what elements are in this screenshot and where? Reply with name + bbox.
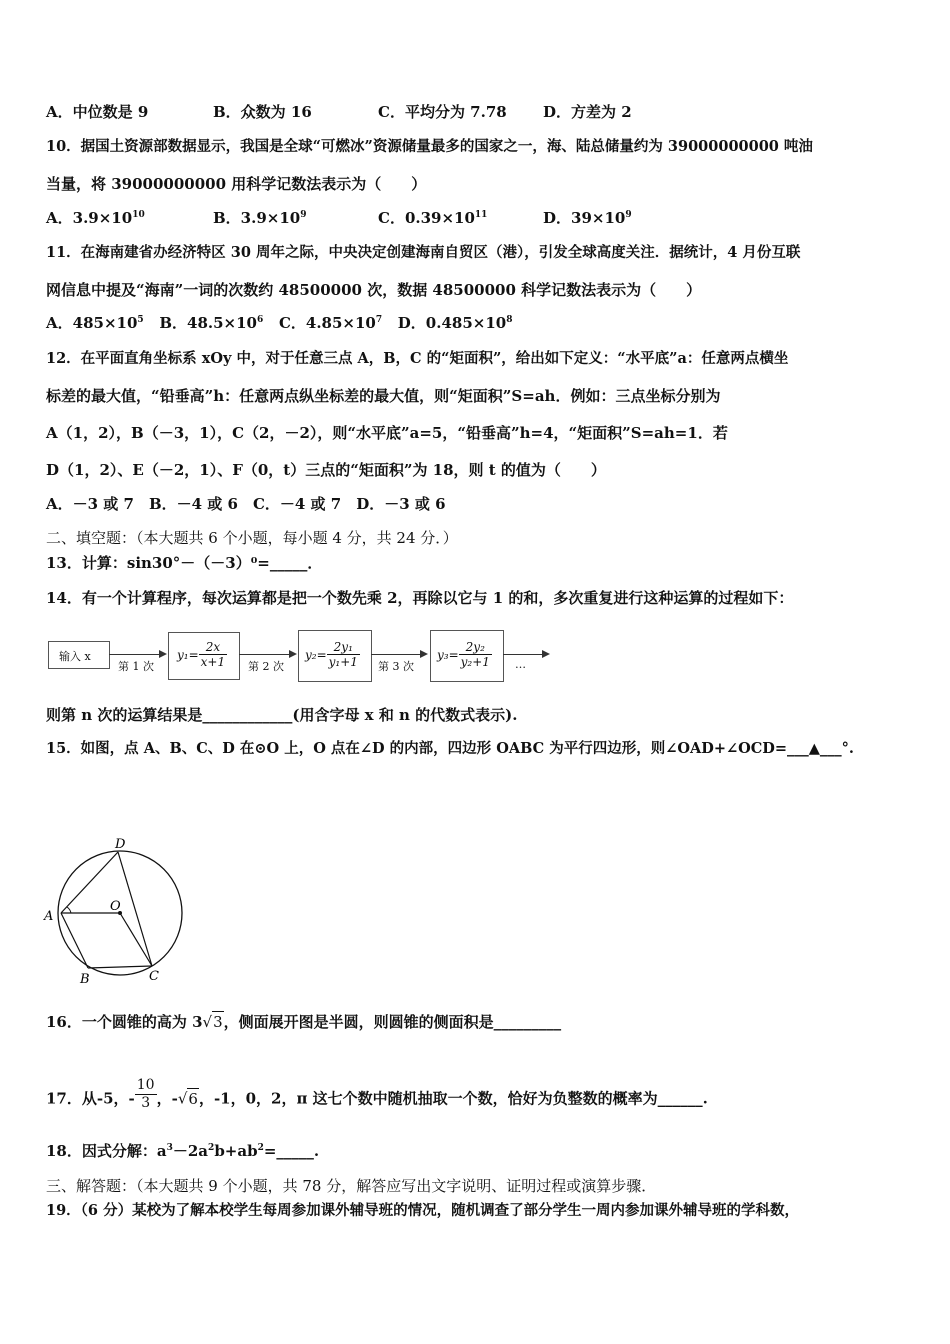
q9-option-a: A．中位数是 9: [46, 103, 149, 121]
q10-a-exp: 10: [132, 210, 145, 220]
q10-c-base: C．0.39×10: [378, 209, 475, 227]
q17: 17．从-5，- $\frac{10}{3}$ ，-√6，-1，0，2，π 这七个数中随机抽取一个数，恰好为负整数的概率为______.: [46, 1077, 708, 1111]
q10-line2: 当量，将 39000000000 用科学记数法表示为（ ）: [46, 175, 427, 193]
y3-den: y₂+1: [460, 655, 490, 669]
q10-option-d: [543, 208, 632, 228]
q11-a-exp: 5: [137, 315, 144, 325]
q11-line2: 网信息中提及“海南”一词的次数约 48500000 次，数据 48500000 科学记数法表示为（ ）: [46, 281, 702, 299]
arrow-1: [109, 654, 159, 655]
q11-c-exp: 7: [375, 315, 383, 325]
section3-heading: 三、解答题：（本大题共 9 个小题，共 78 分，解答应写出文字说明、证明过程或演算步骤．: [46, 1177, 657, 1195]
q18-pre: 18．因式分解：a: [46, 1142, 167, 1160]
q9-option-b: B．众数为 16: [213, 103, 312, 121]
y3-lhs: y₃=: [437, 648, 459, 662]
input-label: 输入 x: [59, 650, 91, 663]
q10-d-base: D．39×10: [543, 209, 626, 227]
section2-heading: 二、填空题：（本大题共 6 个小题，每小题 4 分，共 24 分．）: [46, 529, 458, 547]
q17-post: ，-1，0，2，π 这七个数中随机抽取一个数，恰好为负整数的概率为______.: [198, 1089, 708, 1108]
input-box: [48, 641, 110, 669]
q11-a-base: A．485×10: [46, 314, 138, 332]
q16-pre: 16．一个圆锥的高为 3: [46, 1013, 203, 1031]
step1-label: 第 1 次: [118, 660, 154, 673]
q15-circle-figure: [40, 830, 200, 990]
arrow-3: [371, 654, 420, 655]
q18: [46, 1141, 319, 1161]
y1-den: x+1: [200, 655, 226, 669]
y2-lhs: y₂=: [305, 648, 327, 662]
q9-option-c: C．平均分为 7.78: [378, 103, 507, 121]
q11-b-exp: 6: [257, 315, 264, 325]
arrow-2-head: [289, 650, 297, 658]
q10-c-exp: 11: [474, 210, 488, 220]
q18-mid2: b+ab: [214, 1142, 258, 1160]
y2-den: y₁+1: [328, 655, 358, 669]
label-b: B: [80, 972, 90, 987]
q11-b-base: B．48.5×10: [159, 314, 257, 332]
label-c: C: [149, 969, 159, 984]
y3-box: [430, 630, 504, 682]
label-o: O: [110, 899, 121, 914]
segment-dc: [118, 852, 152, 966]
q13: 13．计算：sin30°－（－3）⁰=_____．: [46, 554, 323, 572]
label-a: A: [44, 909, 54, 924]
q18-mid1: －2a: [172, 1142, 209, 1160]
q16-post: ，侧面展开图是半圆，则圆锥的侧面积是_________: [223, 1013, 562, 1031]
step3-label: 第 3 次: [378, 660, 414, 673]
segment-oc: [120, 913, 152, 966]
q11-options: [46, 313, 512, 333]
q18-exp1: 3: [166, 1143, 173, 1153]
label-d: D: [115, 837, 126, 852]
arrow-3-head: [420, 650, 428, 658]
segment-bc: [88, 966, 152, 968]
q14-answer: 则第 n 次的运算结果是____________(用含字母 x 和 n 的代数式表示).: [46, 706, 518, 724]
q16-radicand: 3: [213, 1013, 223, 1031]
arrow-2: [239, 654, 289, 655]
q12-line2: 标差的最大值，“铅垂高”h：任意两点纵坐标差的最大值，则“矩面积”S=ah．例如：三点坐标分别为: [46, 387, 721, 405]
q12-line3: A（1，2），B（－3，1），C（2，－2），则“水平底”a=5，“铅垂高”h=4，“矩面积”S=ah=1．若: [46, 424, 728, 442]
q14-text: 14．有一个计算程序，每次运算都是把一个数先乘 2，再除以它与 1 的和，多次重复进行这种运算的过程如下：: [46, 589, 794, 607]
q18-exp3: 2: [257, 1143, 264, 1153]
q10-option-b: [213, 208, 306, 228]
q11-line1: 11．在海南建省办经济特区 30 周年之际，中央决定创建海南自贸区（港），引发全球高度关注．据统计，4 月份互联: [46, 244, 801, 261]
q10-a-base: A．3.9×10: [46, 209, 133, 227]
q18-post: =_____.: [263, 1142, 320, 1160]
q9-option-d: D．方差为 2: [543, 103, 632, 121]
angle-mark: [67, 907, 71, 913]
q10-option-a: [46, 208, 145, 228]
ellipsis: …: [515, 658, 526, 671]
q16: 16．一个圆锥的高为 3√3，侧面展开图是半圆，则圆锥的侧面积是_________: [46, 1013, 562, 1031]
q17-frac-num: 10: [136, 1077, 155, 1093]
q17-pre: 17．从-5，-: [46, 1089, 135, 1108]
q19-text: 19．（6 分）某校为了解本校学生每周参加课外辅导班的情况，随机调查了部分学生一周内参加课外辅导班的学科数，: [46, 1202, 800, 1219]
q17-frac-den: 3: [141, 1095, 151, 1111]
step2-label: 第 2 次: [248, 660, 284, 673]
y1-lhs: y₁=: [177, 648, 199, 662]
q12-line1: 12．在平面直角坐标系 xOy 中，对于任意三点 A，B，C 的“矩面积”，给出如下定义：“水平底”a：任意两点横坐: [46, 350, 789, 367]
q10-option-c: [378, 208, 487, 228]
arrow-4-head: [542, 650, 550, 658]
q17-radicand: 6: [188, 1089, 198, 1108]
y2-box: [298, 630, 372, 682]
q18-exp2: 2: [208, 1143, 215, 1153]
arrow-1-head: [159, 650, 167, 658]
q11-d-exp: 8: [506, 315, 513, 325]
y2-num: 2y₁: [327, 640, 360, 655]
q17-mid: ，-: [156, 1089, 178, 1108]
q10-b-base: B．3.9×10: [213, 209, 301, 227]
y3-num: 2y₂: [459, 640, 492, 655]
q12-line4: D（1，2）、E（－2，1）、F（0，t）三点的“矩面积”为 18，则 t 的值为（ ）: [46, 461, 606, 479]
q11-d-base: D．0.485×10: [397, 314, 507, 332]
y1-box: [168, 632, 240, 680]
q10-b-exp: 9: [300, 210, 307, 220]
q11-c-base: C．4.85×10: [278, 314, 376, 332]
q12-options: A．－3 或 7 B．－4 或 6 C．－4 或 7 D．－3 或 6: [46, 495, 446, 513]
q10-line1: 10．据国土资源部数据显示，我国是全球“可燃冰”资源储量最多的国家之一，海、陆总储量约为 39000000000 吨油: [46, 138, 813, 155]
arrow-4: [503, 654, 543, 655]
q10-d-exp: 9: [625, 210, 632, 220]
y1-num: 2x: [199, 640, 227, 655]
q15-text: 15．如图，点 A、B、C、D 在⊙O 上，O 点在∠D 的内部，四边形 OABC 为平行四边形，则∠OAD+∠OCD=___▲___°.: [46, 740, 854, 757]
